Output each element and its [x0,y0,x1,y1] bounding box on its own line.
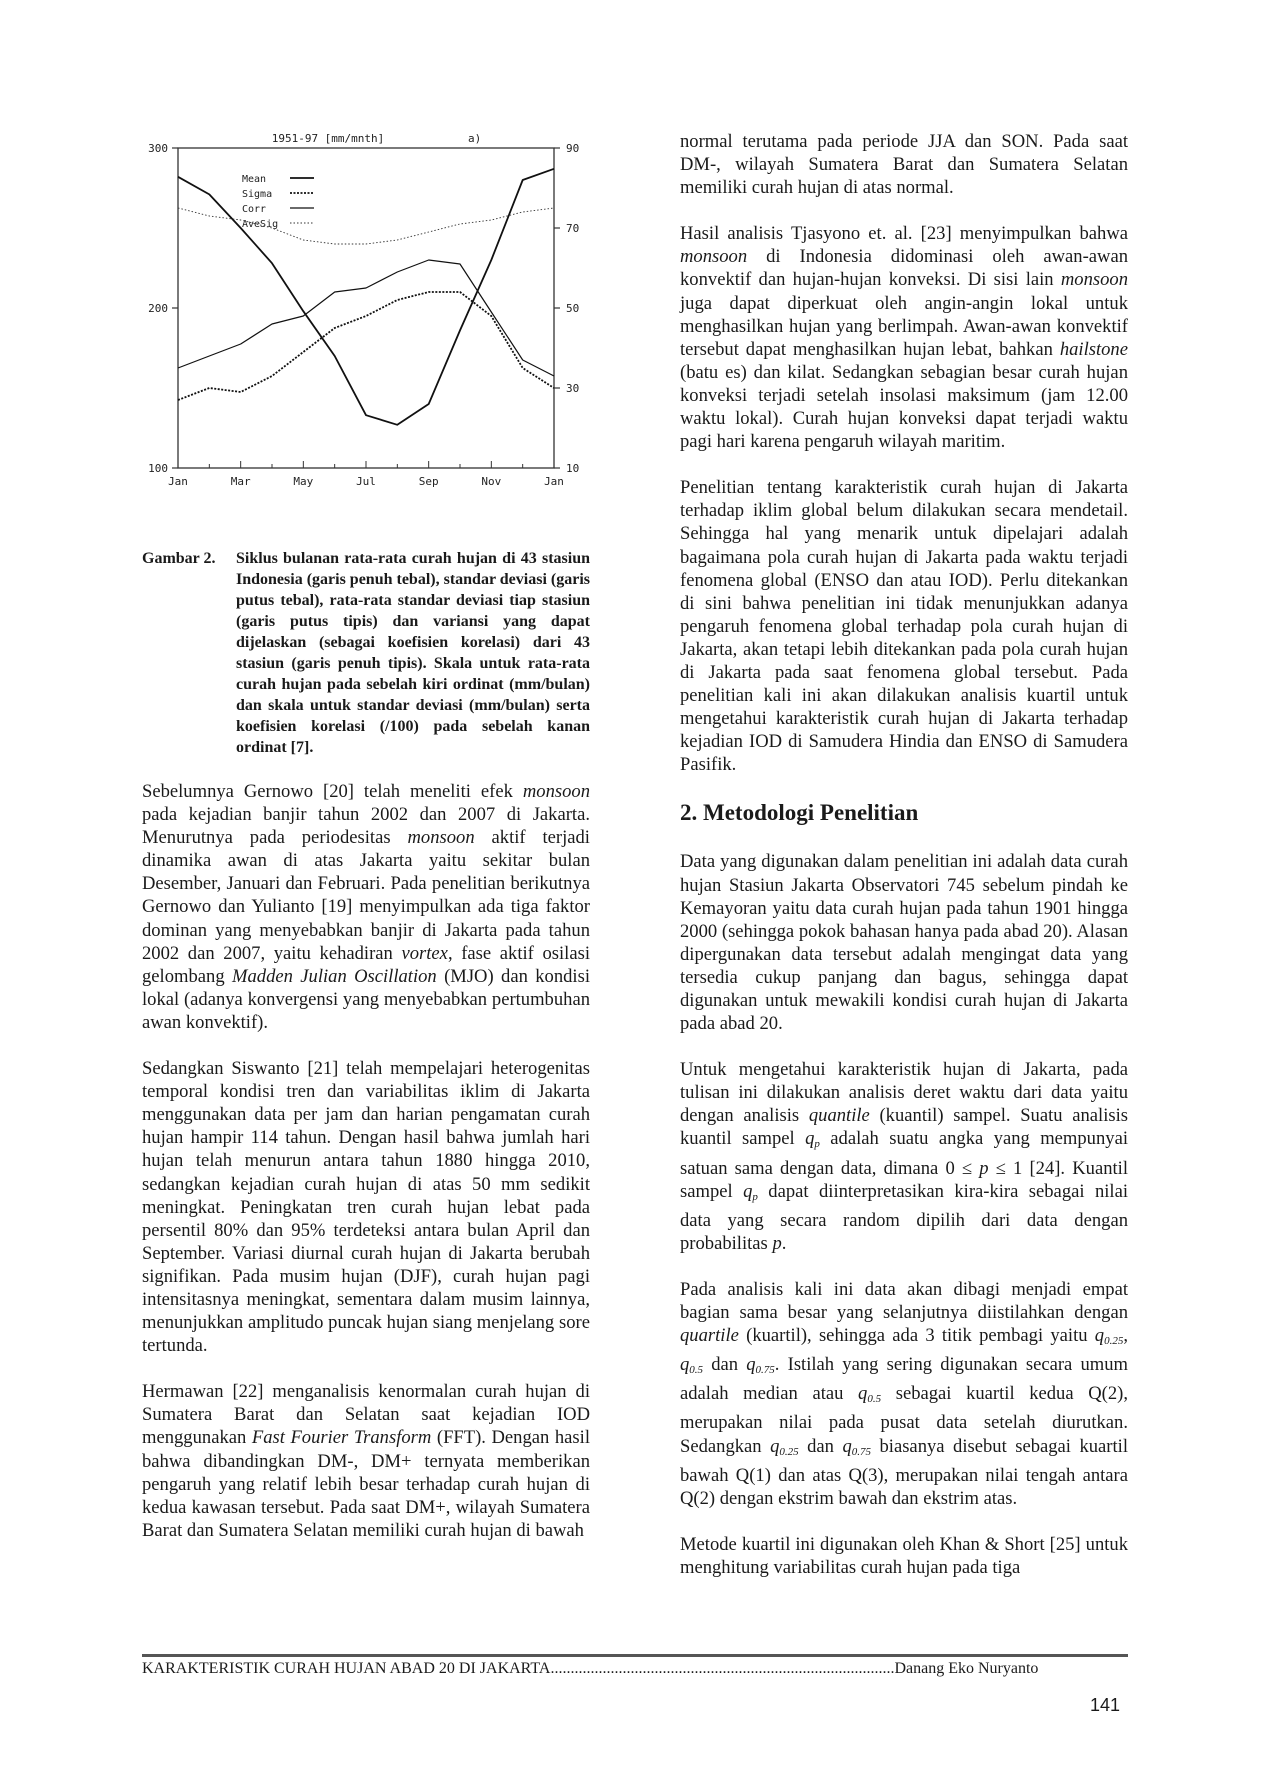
paragraph-gernowo: Sebelumnya Gernowo [20] telah meneliti efek monsoon pada kejadian banjir tahun 2002 dan 2007 di Jakarta. Menurutnya pada periodesitas monsoon aktif terjadi dinamika awan di atas Jakarta yaitu sekitar bulan Desember, Januari dan Februari. Pada penelitian berikutnya Gernowo dan Yulianto [19] menyimpulkan ada tiga faktor dominan yang menyebabkan banjir di Jakarta pada tahun 2002 dan 2007, yaitu kehadiran vortex, fase aktif osilasi gelombang Madden Julian Oscillation (MJO) dan kondisi lokal (adanya konvergensi yang menyebabkan pertumbuhan awan konvektif). [142,781,590,1033]
monthly-rainfall-chart [142,128,590,542]
paragraph-data-source: Data yang digunakan dalam penelitian ini adalah data curah hujan Stasiun Jakarta Observatori 745 sebelum pindah ke Kemayoran yaitu data curah hujan pada tahun 1901 hingga 2000 (sehingga pokok bahasan hanya pada abad 20). Alasan dipergunakan data tersebut adalah mengingat data yang tersedia cukup panjang dan bagus, sehingga dapat digunakan untuk mewakili kondisi curah hujan di Jakarta pada abad 20. [680,851,1128,1035]
running-footer [142,1660,1128,1678]
right-axis-tick-label: 90 [566,142,580,155]
paragraph-tjasyono: Hasil analisis Tjasyono et. al. [23] menyimpulkan bahwa monsoon di Indonesia didominasi oleh awan-awan konvektif dan hujan-hujan konveksi. Di sisi lain monsoon juga dapat diperkuat oleh angin-angin lokal untuk menghasilkan hujan yang berlimpah. Awan-awan konvektif tersebut dapat menghasilkan hujan lebat, bahkan hailstone (batu es) dan kilat. Sedangkan sebagian besar curah hujan konveksi terjadi setelah insolasi maksimum (jam 12.00 waktu lokal). Curah hujan konveksi dapat terjadi waktu pagi hari karena pengaruh wilayah maritim. [680,223,1128,453]
left-axis-tick-label: 300 [148,142,168,155]
paragraph-quantile: Untuk mengetahui karakteristik hujan di Jakarta, pada tulisan ini dilakukan analisis deret waktu dari data yaitu dengan analisis quantile (kuantil) sampel. Suatu analisis kuantil sampel $q_p$ adalah suatu angka yang mempunyai satuan sama dengan data, dimana 0 ≤ p ≤ 1 [24]. Kuantil sampel $q_p$ dapat diinterpretasikan kira-kira sebagai nilai data yang secara random dipilih dari data dengan probabilitas p. [680,1059,1129,1254]
left-column [142,128,590,1542]
legend-label-avesig: AveSig [242,219,279,230]
panel-label: a) [468,132,482,145]
section-title-metodologi: 2. Metodologi Penelitian [680,800,919,826]
right-axis-tick-label: 30 [566,382,580,395]
right-axis-tick-label: 10 [566,462,580,475]
x-axis-tick-label: May [293,475,314,488]
right-axis-tick-label: 70 [566,222,580,235]
plot-frame [178,148,554,468]
x-axis-tick-label: Sep [418,475,439,488]
series-line-corr [178,260,554,376]
left-axis-tick-label: 200 [148,302,168,315]
figure-2 [142,128,590,542]
paragraph-dm-normal: normal terutama pada periode JJA dan SON. Pada saat DM-, wilayah Sumatera Barat dan Sumatera Selatan memiliki curah hujan di atas normal. [680,131,1128,199]
series-line-mean [178,169,554,425]
x-axis-tick-label: Nov [481,475,502,488]
right-axis-tick-label: 50 [566,302,580,315]
legend-label-mean: Mean [242,174,267,185]
footer-dots: ...................................................................................... [550,1660,895,1677]
x-axis-tick-label: Jan [168,475,188,488]
left-axis-tick-label: 100 [148,462,168,475]
caption-text: Siklus bulanan rata-rata curah hujan di 43 stasiun Indonesia (garis penuh tebal), standar deviasi (garis putus tebal), rata-rata standar deviasi tiap stasiun (garis putus tipis) dan variansi yang dapat dijelaskan (sebagai koefisien korelasi) dari 43 stasiun (garis penuh tipis). Skala untuk rata-rata curah hujan pada sebelah kiri ordinat (mm/bulan) dan skala untuk standar deviasi (mm/bulan) serta koefisien korelasi (/100) pada sebelah kanan ordinat [7]. [236,550,590,756]
paragraph-khan-short: Metode kuartil ini digunakan oleh Khan & Short [25] untuk menghitung variabilitas curah hujan pada tiga [680,1533,1128,1578]
paragraph-hermawan: Hermawan [22] menganalisis kenormalan curah hujan di Sumatera Barat dan Selatan saat kejadian IOD menggunakan Fast Fourier Transform (FFT). Dengan hasil bahwa dibandingkan DM-, DM+ ternyata memberikan pengaruh yang relatif lebih besar terhadap curah hujan di kedua kawasan tersebut. Pada saat DM+, wilayah Sumatera Barat dan Sumatera Selatan memiliki curah hujan di bawah [142,1381,590,1541]
legend-label-corr: Corr [242,204,267,215]
chart-title: 1951-97 [mm/mnth] [271,132,385,145]
footer-rule [142,1654,1128,1657]
footer-title: KARAKTERISTIK CURAH HUJAN ABAD 20 DI JAKARTA [142,1660,551,1677]
paragraph-quartile: Pada analisis kali ini data akan dibagi menjadi empat bagian sama besar yang selanjutnya diistilahkan dengan quartile (kuartil), sehingga ada 3 titik pembagi yaitu $q_{0.25}$, $q_{0.5}$ dan $q_{0.75}$. Istilah yang sering digunakan secara umum adalah median atau $q_{0.5}$ sebagai kuartil kedua Q(2), merupakan nilai pada pusat data setelah diurutkan. Sedangkan $q_{0.25}$ dan $q_{0.75}$ biasanya disebut sebagai kuartil bawah Q(1) dan atas Q(3), merupakan nilai tengah antara Q(2) dengan ekstrim bawah dan ekstrim atas. [680,1278,1128,1509]
figure-caption [142,548,590,758]
caption-label: Gambar 2. [142,550,216,567]
right-column [680,130,1128,1579]
x-axis-tick-label: Mar [230,475,251,488]
series-line-avesig [178,208,554,244]
legend-label-sigma: Sigma [242,189,273,200]
x-axis-tick-label: Jan [544,475,564,488]
paragraph-research-gap: Penelitian tentang karakteristik curah hujan di Jakarta terhadap iklim global belum dilakukan secara mendetail. Sehingga hal yang menarik untuk dipelajari adalah bagaimana pola curah hujan di Jakarta pada waktu terjadi fenomena global (ENSO dan atau IOD). Perlu ditekankan di sini bahwa penelitian ini tidak menunjukkan adanya pengaruh fenomena global terhadap pola curah hujan di Jakarta, akan tetapi lebih ditekankan pada pola curah hujan di Jakarta pada saat fenomena global tersebut. Pada penelitian kali ini akan dilakukan analisis kuartil untuk mengetahui karakteristik curah hujan di Jakarta terhadap kejadian IOD di Samudera Hindia dan ENSO di Samudera Pasifik. [680,477,1128,776]
paragraph-siswanto: Sedangkan Siswanto [21] telah mempelajari heterogenitas temporal kondisi tren dan variabilitas iklim di Jakarta menggunakan data per jam dan harian pengamatan curah hujan hampir 114 tahun. Dengan hasil bahwa jumlah hari hujan telah menurun antara tahun 1880 hingga 2010, sedangkan kejadian curah hujan di atas 50 mm sedikit meningkat. Peningkatan tren curah hujan lebat pada persentil 80% dan 95% terdeteksi antara bulan April dan September. Variasi diurnal curah hujan di Jakarta berubah signifikan. Pada musim hujan (DJF), curah hujan pagi intensitasnya meningkat, sementara dalam musim lainnya, menunjukkan amplitudo puncak hujan siang menjelang sore tertunda. [142,1058,590,1357]
footer-author: Danang Eko Nuryanto [894,1660,1039,1677]
page-number: 141 [1090,1695,1121,1715]
x-axis-tick-label: Jul [356,475,376,488]
